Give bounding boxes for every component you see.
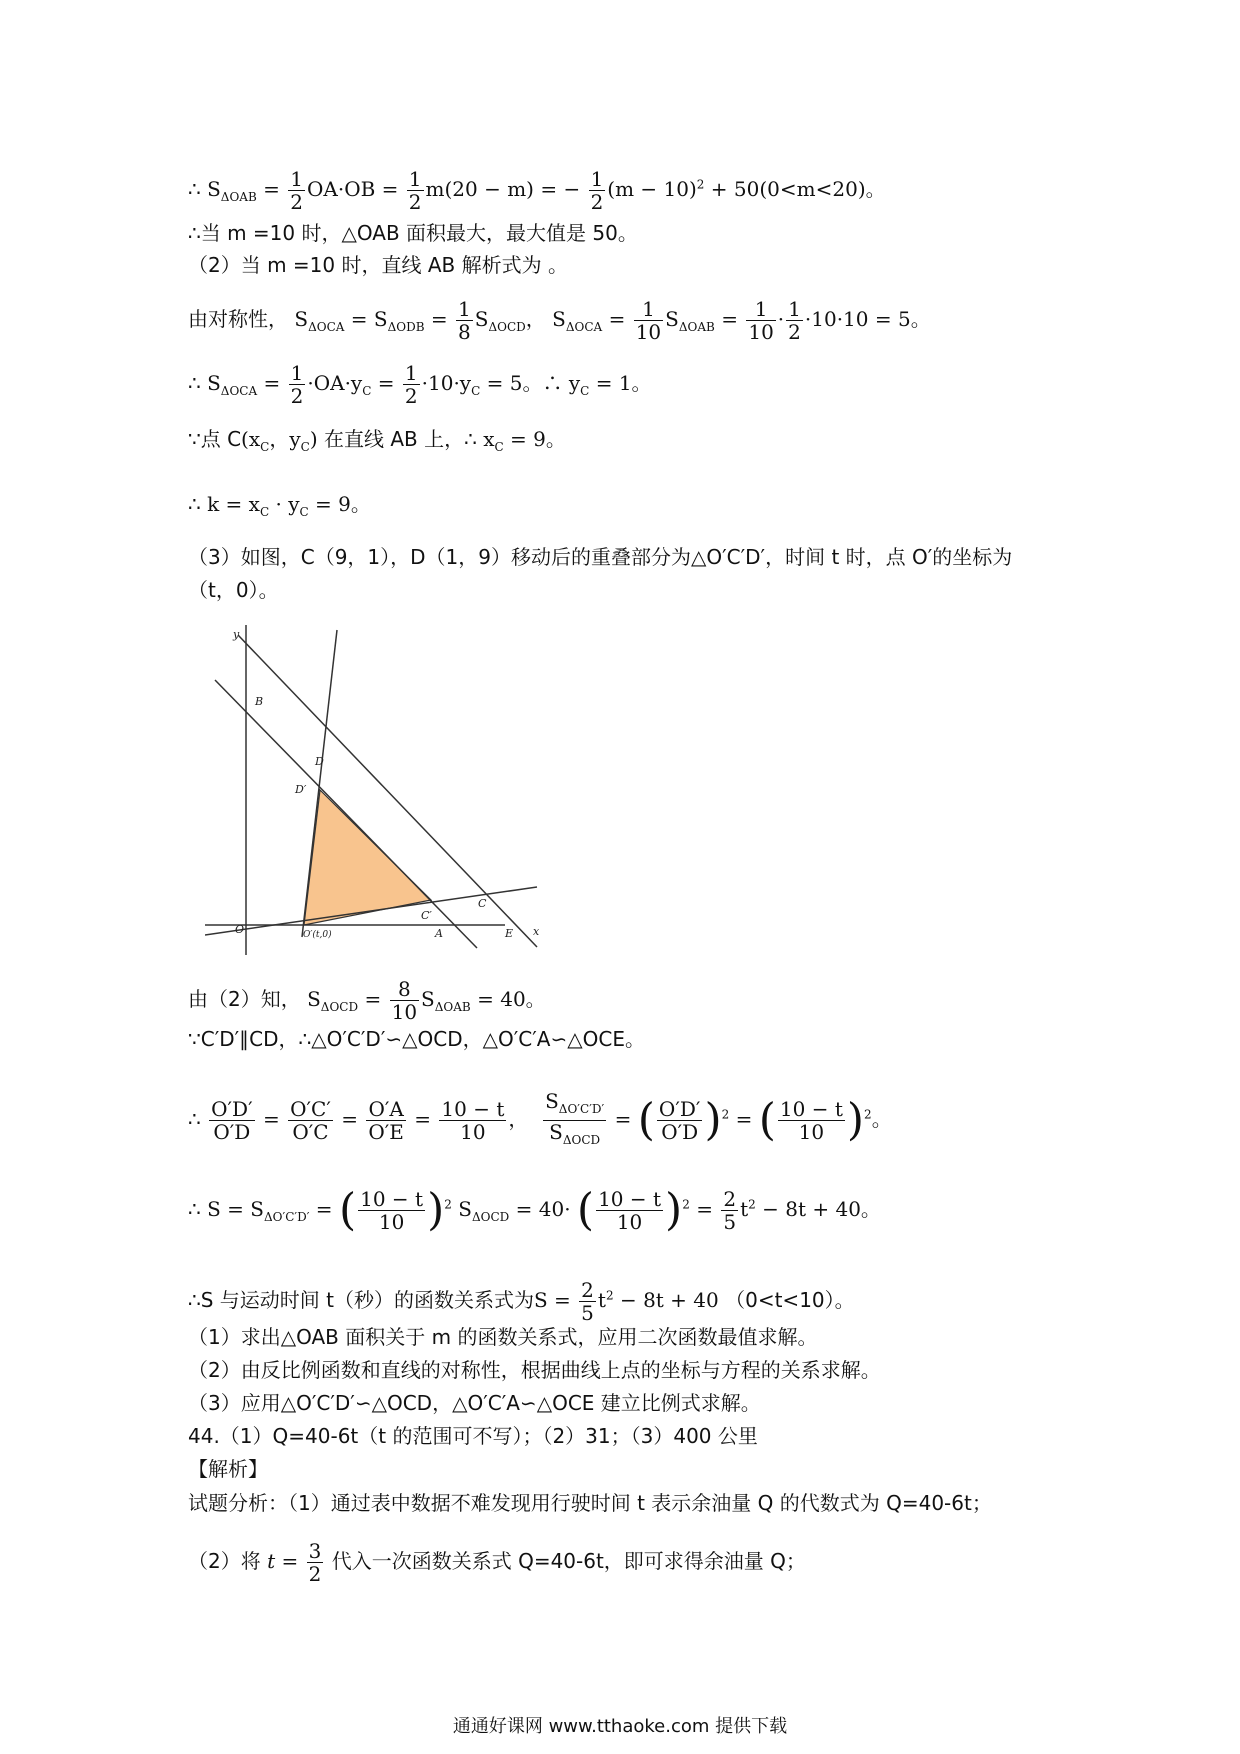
k-prefix: ∴ k = x (188, 492, 260, 516)
label-x: x (533, 925, 540, 938)
answer-44: 44.（1）Q=40-6t（t 的范围可不写）；（2）31；（3）400 公里 (188, 1424, 758, 1448)
analysis-title: 【解析】 (188, 1457, 268, 1481)
analysis-line-1: 试题分析：（1）通过表中数据不难发现用行驶时间 t 表示余油量 Q 的代数式为 Q=40-6t； (188, 1491, 992, 1515)
formula-symmetry: 由对称性， $S_{\Delta OCA} = S_{\Delta ODB}$ = $\frac{1}{8}$ $S_{\Delta OCD}$， $S_{\Delta OCA}$ = $\frac{1}{10}$ $S_{\Delta OAB}$ = $\frac{1}{10}$ · $\frac{1}{2}$ ·10·10 = 5。 (188, 297, 931, 344)
note-2: （2）由反比例函数和直线的对称性，根据曲线上点的坐标与方程的关系求解。 (188, 1358, 881, 1382)
analysis-line-2: （2）将 t = $\frac{3}{2}$ 代入一次函数关系式 Q=40-6t，即可求得余油量 Q； (188, 1539, 806, 1586)
label-d: D (315, 755, 324, 768)
analysis2-prefix: （2）将 (188, 1549, 261, 1573)
from-part2-label: 由（2）知， (188, 987, 301, 1011)
formula-ratio: ∴ $\frac{O'D'}{O'D}$ = $\frac{O'C'}{O'C}$ = $\frac{O'A}{O'E}$ = $\frac{10 - t}{10}$ ， $\frac{S_{\Delta O'C'D'}}{S_{\Delta OCD}}$ = ( $\frac{O'D'}{O'D}$ )$^2$ = ( $\frac{10 - t}{10}$ )$^2$。 (188, 1089, 892, 1147)
page-footer: 通通好课网 www.tthaoke.com 提供下载 (452, 1716, 788, 1737)
final-suffix: （0<t<10）。 (725, 1288, 855, 1312)
label-c: C (478, 897, 487, 910)
line-part3-coord: （t，0）。 (188, 578, 279, 602)
final-prefix: ∴S 与运动时间 t（秒）的函数关系式为 (188, 1288, 534, 1312)
line-part2-intro: （2）当 m =10 时，直线 AB 解析式为 。 (188, 253, 568, 277)
formula-area-oab: ∴ $S_{\Delta OAB}$ = $\frac{1}{2}$ OA·OB = $\frac{1}{2}$ m(20 − m) = − $\frac{1}{2}$ $(m - 10)^2 + 50(0<m<20)$。 (188, 167, 886, 214)
label-e: E (505, 927, 514, 940)
formula-k: ∴ $k = x_C \cdot y_C = 9$。 (188, 492, 371, 519)
formula-socd: 由（2）知， $S_{\Delta OCD}$ = $\frac{8}{10}$ $S_{\Delta OAB} = 40$。 (188, 977, 546, 1024)
geometry-figure (205, 625, 550, 960)
label-a: A (435, 927, 443, 940)
label-d-prime: D′ (295, 783, 307, 796)
formula-s: ∴ $S = S_{\Delta O'C'D'}$ = ( $\frac{10 - t}{10}$ )$^2$ $S_{\Delta OCD} = 40\cdot$ ( $\frac{10 - t}{10}$ )$^2$ = $\frac{2}{5}$ $t^2 - 8t + 40$。 (188, 1184, 881, 1236)
label-b: B (255, 695, 264, 708)
label-o: O (235, 923, 245, 936)
formula-yc: ∴ $S_{\Delta OCA}$ = $\frac{1}{2}$ $\cdot OA\cdot y_C$ = $\frac{1}{2}$ $\cdot 10\cdot y_C = 5$。∴ $y_C = 1$。 (188, 361, 652, 408)
label-o-prime: O′(t,0) (303, 930, 332, 940)
therefore-symbol: ∴ (188, 177, 201, 201)
label-y: y (233, 628, 240, 641)
formula-final: ∴S 与运动时间 t（秒）的函数关系式为S = $\frac{2}{5}$ $t^2 - 8t + 40$ （0<t<10）。 (188, 1278, 855, 1325)
label-c-prime: C′ (421, 909, 432, 922)
formula-xc: ∵点 $C(x_C$，$y_C$) 在直线 AB 上，∴ $x_C = 9$。 (188, 427, 566, 454)
line-max-area: ∴当 m =10 时，△OAB 面积最大，最大值是 50。 (188, 221, 638, 245)
line-similarity: ∵C′D′∥CD，∴△O′C′D′∽△OCD，△O′C′A∽△OCE。 (188, 1027, 645, 1051)
note-3: （3）应用△O′C′D′∽△OCD，△O′C′A∽△OCE 建立比例式求解。 (188, 1391, 761, 1415)
line-part3-intro: （3）如图，C（9，1），D（1，9）移动后的重叠部分为△O′C′D′，时间 t 时，点 O′的坐标为 (188, 545, 1013, 569)
note-1: （1）求出△OAB 面积关于 m 的函数关系式，应用二次函数最值求解。 (188, 1325, 818, 1349)
analysis2-suffix: 代入一次函数关系式 Q=40-6t，即可求得余油量 Q； (331, 1549, 806, 1573)
symmetry-label: 由对称性， (188, 307, 288, 331)
